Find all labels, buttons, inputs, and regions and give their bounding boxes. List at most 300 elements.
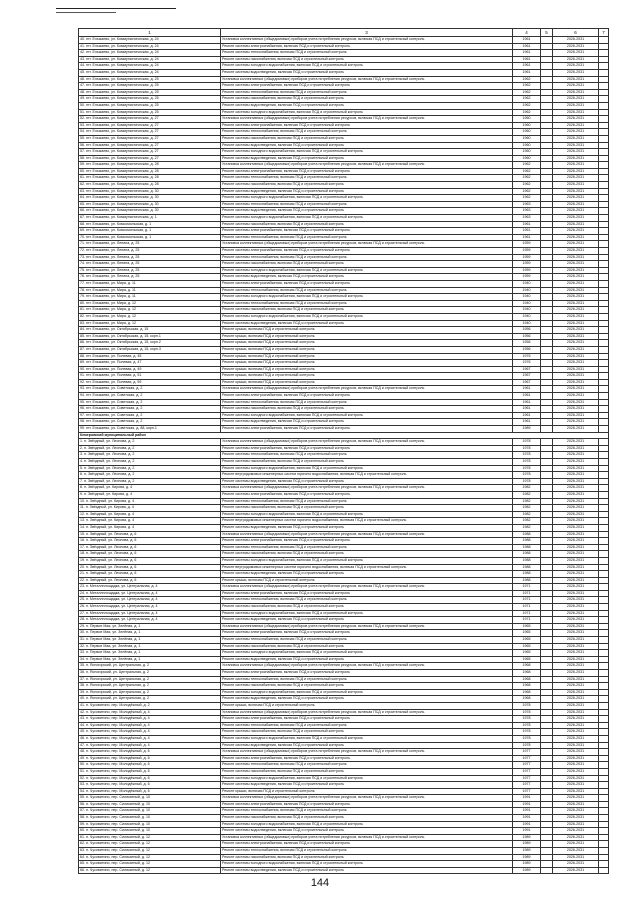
- empty-cell: [599, 795, 609, 802]
- table-row: [79, 228, 609, 235]
- table-row: [79, 650, 609, 657]
- address-cell: 27. п. Металлплощадка, ул. Центральная, д. 4: [79, 610, 221, 617]
- table-row: [79, 828, 609, 835]
- address-cell: 1. п. Звёздный, ул. Леонова, д. 2: [79, 439, 221, 446]
- empty-cell: [541, 848, 553, 855]
- table-row: [79, 643, 609, 650]
- table-row: [79, 564, 609, 571]
- year-cell: 1988: [513, 571, 541, 578]
- empty-cell: [599, 135, 609, 142]
- period-cell: 2026-2031: [553, 116, 599, 123]
- table-row: [79, 854, 609, 861]
- work-type-cell: Ремонт системы холодного водоснабжения, включая ПСД и строительный контроль: [221, 267, 513, 274]
- work-type-cell: Установка коллективных (общедомовых) приборов учета потребления ресурсов, включая ПСД и строительный контроль: [221, 162, 513, 169]
- empty-cell: [541, 742, 553, 749]
- year-cell: 1989: [513, 841, 541, 848]
- address-cell: 75. пгт. Елыкаево, ул. Ленина, д. 25: [79, 267, 221, 274]
- period-cell: 2026-2031: [553, 89, 599, 96]
- empty-cell: [599, 544, 609, 551]
- work-type-cell: Ремонт системы холодного водоснабжения, включая ПСД и строительный контроль: [221, 650, 513, 657]
- empty-cell: [541, 498, 553, 505]
- work-type-cell: Ремонт системы теплоснабжения, включая ПСД и строительный контроль: [221, 399, 513, 406]
- period-cell: 2026-2031: [553, 307, 599, 314]
- period-cell: 2026-2031: [553, 419, 599, 426]
- address-cell: 29. п. Первое Мая, ул. Зелёная, д. 1: [79, 623, 221, 630]
- table-row: [79, 221, 609, 228]
- year-cell: 1982: [513, 485, 541, 492]
- year-cell: 1968: [513, 683, 541, 690]
- table-row: [79, 69, 609, 76]
- year-cell: 1960: [513, 155, 541, 162]
- empty-cell: [599, 426, 609, 433]
- table-row: [79, 353, 609, 360]
- table-row: [79, 505, 609, 512]
- period-cell: 2026-2031: [553, 821, 599, 828]
- year-cell: 1977: [513, 762, 541, 769]
- address-cell: 56. п. Чусовитино, пер. Силикатный, д. 10: [79, 801, 221, 808]
- period-cell: 2026-2031: [553, 294, 599, 301]
- empty-cell: [541, 676, 553, 683]
- empty-cell: [599, 168, 609, 175]
- empty-cell: [599, 76, 609, 83]
- empty-cell: [599, 683, 609, 690]
- period-cell: 2026-2031: [553, 50, 599, 57]
- empty-cell: [599, 327, 609, 334]
- empty-cell: [541, 670, 553, 677]
- work-type-cell: Ремонт системы холодного водоснабжения, включая ПСД и строительный контроль: [221, 313, 513, 320]
- work-type-cell: Ремонт системы водоотведения, включая ПСД и строительный контроль: [221, 69, 513, 76]
- work-type-cell: Ремонт крыши, включая ПСД и строительный контроль: [221, 788, 513, 795]
- work-type-cell: Ремонт системы электроснабжения, включая ПСД и строительный контроль: [221, 538, 513, 545]
- address-cell: 59. пгт. Елыкаево, ул. Коммунистическая, д. 28: [79, 162, 221, 169]
- empty-cell: [599, 498, 609, 505]
- year-cell: 1956: [513, 333, 541, 340]
- work-type-cell: Ремонт системы теплоснабжения, включая ПСД и строительный контроль: [221, 722, 513, 729]
- table-row: [79, 261, 609, 268]
- empty-cell: [541, 96, 553, 103]
- year-cell: 1988: [513, 544, 541, 551]
- address-cell: 10. п. Звёздный, ул. Кирова, д. 4: [79, 498, 221, 505]
- address-cell: 58. пгт. Елыкаево, ул. Коммунистическая, д. 27: [79, 155, 221, 162]
- empty-cell: [541, 287, 553, 294]
- empty-cell: [599, 848, 609, 855]
- work-type-cell: Ремонт системы электроснабжения, включая ПСД и строительный контроль: [221, 43, 513, 50]
- year-cell: 1960: [513, 149, 541, 156]
- year-cell: 1982: [513, 505, 541, 512]
- empty-cell: [541, 821, 553, 828]
- table-row: [79, 656, 609, 663]
- year-cell: 1982: [513, 524, 541, 531]
- work-type-cell: Ремонт системы газоснабжения, включая ПСД и строительный контроль: [221, 406, 513, 413]
- table-row: [79, 109, 609, 116]
- empty-cell: [541, 808, 553, 815]
- empty-cell: [541, 722, 553, 729]
- work-type-cell: Установка коллективных (общедомовых) приборов учета потребления ресурсов, включая ПСД и строительный контроль: [221, 485, 513, 492]
- section-row: [79, 432, 609, 439]
- table-row: [79, 426, 609, 433]
- work-type-cell: Установка коллективных (общедомовых) приборов учета потребления ресурсов, включая ПСД и строительный контроль: [221, 37, 513, 44]
- work-type-cell: Ремонт системы холодного водоснабжения, включая ПСД и строительный контроль: [221, 465, 513, 472]
- address-cell: 56. пгт. Елыкаево, ул. Коммунистическая, д. 27: [79, 142, 221, 149]
- table-row: [79, 749, 609, 756]
- empty-cell: [541, 452, 553, 459]
- year-cell: 1982: [513, 498, 541, 505]
- empty-cell: [599, 729, 609, 736]
- empty-cell: [599, 485, 609, 492]
- period-cell: 2026-2031: [553, 782, 599, 789]
- empty-cell: [599, 373, 609, 380]
- year-cell: 1991: [513, 801, 541, 808]
- table-row: [79, 280, 609, 287]
- table-row: [79, 116, 609, 123]
- period-cell: 2026-2031: [553, 201, 599, 208]
- year-cell: 1960: [513, 135, 541, 142]
- year-cell: 1962: [513, 195, 541, 202]
- empty-cell: [599, 564, 609, 571]
- empty-cell: [599, 623, 609, 630]
- address-cell: 36. п. Ясногорский, ул. Центральная, д. 2: [79, 670, 221, 677]
- work-type-cell: Ремонт внутридомовых инженерных систем горячего водоснабжения, включая ПСД и строительный контроль: [221, 518, 513, 525]
- work-type-cell: Ремонт системы электроснабжения, включая ПСД и строительный контроль: [221, 228, 513, 235]
- period-cell: 2026-2031: [553, 808, 599, 815]
- period-cell: 2026-2031: [553, 135, 599, 142]
- table-row: [79, 201, 609, 208]
- empty-cell: [541, 491, 553, 498]
- work-type-cell: Ремонт системы газоснабжения, включая ПСД и строительный контроль: [221, 56, 513, 63]
- period-cell: 2026-2031: [553, 775, 599, 782]
- year-cell: 1991: [513, 808, 541, 815]
- period-cell: 2026-2031: [553, 841, 599, 848]
- address-cell: 40. п. Ясногорский, ул. Центральная, д. 2: [79, 696, 221, 703]
- period-cell: 2026-2031: [553, 716, 599, 723]
- table-row: [79, 491, 609, 498]
- year-cell: 1967: [513, 373, 541, 380]
- period-cell: 2026-2031: [553, 861, 599, 868]
- work-type-cell: Ремонт системы водоотведения, включая ПСД и строительный контроль: [221, 188, 513, 195]
- empty-cell: [541, 234, 553, 241]
- table-row: [79, 861, 609, 868]
- table-row: [79, 340, 609, 347]
- empty-cell: [541, 201, 553, 208]
- table-row: [79, 76, 609, 83]
- work-type-cell: Ремонт системы водоотведения, включая ПСД и строительный контроль: [221, 478, 513, 485]
- empty-cell: [541, 419, 553, 426]
- address-cell: 12. п. Звёздный, ул. Кирова, д. 4: [79, 511, 221, 518]
- empty-cell: [541, 775, 553, 782]
- empty-cell: [599, 709, 609, 716]
- table-row: [79, 452, 609, 459]
- work-type-cell: Ремонт системы электроснабжения, включая ПСД и строительный контроль: [221, 393, 513, 400]
- empty-cell: [599, 722, 609, 729]
- table-row: [79, 333, 609, 340]
- work-type-cell: Ремонт системы газоснабжения, включая ПСД и строительный контроль: [221, 854, 513, 861]
- work-type-cell: Ремонт системы электроснабжения, включая ПСД и строительный контроль: [221, 755, 513, 762]
- year-cell: 1960: [513, 129, 541, 136]
- table-row: [79, 465, 609, 472]
- empty-cell: [599, 149, 609, 156]
- header-rule: [56, 8, 176, 9]
- year-cell: 1959: [513, 261, 541, 268]
- empty-cell: [599, 63, 609, 70]
- period-cell: 2026-2031: [553, 617, 599, 624]
- empty-cell: [541, 274, 553, 281]
- address-cell: 70. пгт. Елыкаево, ул. Комсомольская, д. 1: [79, 234, 221, 241]
- work-type-cell: Ремонт системы теплоснабжения, включая ПСД и строительный контроль: [221, 808, 513, 815]
- empty-cell: [599, 234, 609, 241]
- address-cell: 41. пгт. Елыкаево, ул. Коммунистическая, д. 24: [79, 43, 221, 50]
- period-cell: 2026-2031: [553, 696, 599, 703]
- address-cell: 88. пгт. Елыкаево, ул. Полевая, д. 45: [79, 353, 221, 360]
- address-cell: 7. п. Звёздный, ул. Леонова, д. 2: [79, 478, 221, 485]
- empty-cell: [541, 749, 553, 756]
- work-type-cell: Ремонт крыши, включая ПСД и строительный контроль: [221, 346, 513, 353]
- period-cell: 2026-2031: [553, 360, 599, 367]
- period-cell: 2026-2031: [553, 505, 599, 512]
- period-cell: 2026-2031: [553, 162, 599, 169]
- year-cell: 1967: [513, 366, 541, 373]
- empty-cell: [599, 637, 609, 644]
- year-cell: 1965: [513, 656, 541, 663]
- year-cell: 1976: [513, 353, 541, 360]
- address-cell: 47. пгт. Елыкаево, ул. Коммунистическая, д. 25: [79, 83, 221, 90]
- period-cell: 2026-2031: [553, 155, 599, 162]
- period-cell: 2026-2031: [553, 643, 599, 650]
- period-cell: 2026-2031: [553, 320, 599, 327]
- table-row: [79, 768, 609, 775]
- address-cell: 87. пгт. Елыкаево, ул. Октябрьская, д. 15, корп.3: [79, 346, 221, 353]
- address-cell: 42. пгт. Елыкаево, ул. Коммунистическая, д. 24: [79, 50, 221, 57]
- work-type-cell: Установка коллективных (общедомовых) приборов учета потребления ресурсов, включая ПСД и строительный контроль: [221, 749, 513, 756]
- empty-cell: [599, 50, 609, 57]
- address-cell: 46. пгт. Елыкаево, ул. Коммунистическая, д. 25: [79, 76, 221, 83]
- table-row: [79, 135, 609, 142]
- empty-cell: [541, 109, 553, 116]
- year-cell: 1963: [513, 208, 541, 215]
- work-type-cell: Ремонт системы электроснабжения, включая ПСД и строительный контроль: [221, 83, 513, 90]
- address-cell: 17. п. Звёздный, ул. Леонова, д. 6: [79, 544, 221, 551]
- year-cell: 1962: [513, 175, 541, 182]
- table-row: [79, 472, 609, 479]
- work-type-cell: Ремонт системы холодного водоснабжения, включая ПСД и строительный контроль: [221, 821, 513, 828]
- table-row: [79, 83, 609, 90]
- empty-cell: [599, 716, 609, 723]
- year-cell: 1959: [513, 254, 541, 261]
- empty-cell: [541, 142, 553, 149]
- empty-cell: [541, 841, 553, 848]
- period-cell: 2026-2031: [553, 722, 599, 729]
- empty-cell: [541, 867, 553, 874]
- address-cell: 32. п. Первое Мая, ул. Зелёная, д. 1: [79, 643, 221, 650]
- empty-cell: [541, 386, 553, 393]
- empty-cell: [541, 280, 553, 287]
- empty-cell: [599, 102, 609, 109]
- address-cell: 34. п. Первое Мая, ул. Зелёная, д. 1: [79, 656, 221, 663]
- year-cell: 1968: [513, 676, 541, 683]
- table-row: [79, 775, 609, 782]
- year-cell: 1963: [513, 201, 541, 208]
- period-cell: 2026-2031: [553, 867, 599, 874]
- empty-cell: [541, 313, 553, 320]
- period-cell: 2026-2031: [553, 637, 599, 644]
- table-row: [79, 287, 609, 294]
- empty-cell: [541, 551, 553, 558]
- table-row: [79, 188, 609, 195]
- period-cell: 2026-2031: [553, 182, 599, 189]
- empty-cell: [599, 663, 609, 670]
- year-cell: 1962: [513, 76, 541, 83]
- page-number: 144: [310, 877, 330, 889]
- year-cell: 1968: [513, 696, 541, 703]
- work-type-cell: Установка коллективных (общедомовых) приборов учета потребления ресурсов, включая ПСД и строительный контроль: [221, 76, 513, 83]
- period-cell: 2026-2031: [553, 755, 599, 762]
- empty-cell: [599, 307, 609, 314]
- work-type-cell: Ремонт системы холодного водоснабжения, включая ПСД и строительный контроль: [221, 511, 513, 518]
- empty-cell: [541, 102, 553, 109]
- period-cell: 2026-2031: [553, 452, 599, 459]
- year-cell: 1961: [513, 50, 541, 57]
- table-row: [79, 129, 609, 136]
- work-type-cell: Ремонт системы холодного водоснабжения, включая ПСД и строительный контроль: [221, 689, 513, 696]
- empty-cell: [541, 221, 553, 228]
- year-cell: 1977: [513, 768, 541, 775]
- period-cell: 2026-2031: [553, 702, 599, 709]
- address-cell: 22. п. Звёздный, ул. Леонова, д. 6: [79, 577, 221, 584]
- address-cell: 23. п. Металлплощадка, ул. Центральная, д. 4: [79, 584, 221, 591]
- table-row: [79, 735, 609, 742]
- year-cell: 1961: [513, 393, 541, 400]
- period-cell: 2026-2031: [553, 234, 599, 241]
- period-cell: 2026-2031: [553, 261, 599, 268]
- year-cell: 1978: [513, 735, 541, 742]
- work-type-cell: Ремонт системы теплоснабжения, включая ПСД и строительный контроль: [221, 676, 513, 683]
- period-cell: 2026-2031: [553, 313, 599, 320]
- year-cell: 1961: [513, 399, 541, 406]
- period-cell: 2026-2031: [553, 248, 599, 255]
- address-cell: 77. пгт. Елыкаево, ул. Мира, д. 11: [79, 280, 221, 287]
- empty-cell: [541, 254, 553, 261]
- empty-cell: [541, 768, 553, 775]
- col-header-5: 5: [541, 29, 553, 37]
- work-type-cell: Ремонт системы теплоснабжения, включая ПСД и строительный контроль: [221, 544, 513, 551]
- empty-cell: [541, 755, 553, 762]
- address-cell: 81. пгт. Елыкаево, ул. Мира, д. 12: [79, 307, 221, 314]
- empty-cell: [599, 439, 609, 446]
- address-cell: 46. п. Чусовитино, пер. Молодёжный, д. 4: [79, 735, 221, 742]
- empty-cell: [541, 472, 553, 479]
- period-cell: 2026-2031: [553, 254, 599, 261]
- empty-cell: [541, 300, 553, 307]
- table-row: [79, 511, 609, 518]
- year-cell: 1962: [513, 182, 541, 189]
- empty-cell: [599, 834, 609, 841]
- period-cell: 2026-2031: [553, 551, 599, 558]
- work-type-cell: Ремонт системы газоснабжения, включая ПСД и строительный контроль: [221, 643, 513, 650]
- empty-cell: [599, 867, 609, 874]
- period-cell: 2026-2031: [553, 689, 599, 696]
- empty-cell: [541, 557, 553, 564]
- empty-cell: [599, 531, 609, 538]
- address-cell: 64. п. Чусовитино, пер. Силикатный, д. 12: [79, 854, 221, 861]
- year-cell: 1977: [513, 782, 541, 789]
- work-type-cell: Ремонт системы холодного водоснабжения, включая ПСД и строительный контроль: [221, 215, 513, 222]
- address-cell: 79. пгт. Елыкаево, ул. Мира, д. 11: [79, 294, 221, 301]
- empty-cell: [541, 360, 553, 367]
- period-cell: 2026-2031: [553, 465, 599, 472]
- period-cell: 2026-2031: [553, 729, 599, 736]
- empty-cell: [541, 828, 553, 835]
- period-cell: 2026-2031: [553, 426, 599, 433]
- table-row: [79, 571, 609, 578]
- year-cell: 1962: [513, 102, 541, 109]
- empty-cell: [599, 274, 609, 281]
- empty-cell: [599, 313, 609, 320]
- empty-cell: [599, 340, 609, 347]
- address-cell: 60. п. Чусовитино, пер. Силикатный, д. 10: [79, 828, 221, 835]
- table-row: [79, 762, 609, 769]
- year-cell: 1940: [513, 287, 541, 294]
- address-cell: 48. п. Чусовитино, пер. Молодёжный, д. 6: [79, 749, 221, 756]
- empty-cell: [541, 155, 553, 162]
- address-cell: 96. пгт. Елыкаево, ул. Советская, д. 2: [79, 406, 221, 413]
- table-row: [79, 379, 609, 386]
- year-cell: 1971: [513, 617, 541, 624]
- table-row: [79, 234, 609, 241]
- empty-cell: [541, 267, 553, 274]
- address-cell: 54. п. Чусовитино, пер. Молодёжный, д. 6: [79, 788, 221, 795]
- period-cell: 2026-2031: [553, 478, 599, 485]
- work-type-cell: Ремонт системы электроснабжения, включая ПСД и строительный контроль: [221, 445, 513, 452]
- year-cell: 1959: [513, 248, 541, 255]
- address-cell: 99. пгт. Елыкаево, ул. Советская, д. 88, корп.1: [79, 426, 221, 433]
- empty-cell: [599, 511, 609, 518]
- empty-cell: [541, 439, 553, 446]
- work-type-cell: Ремонт системы водоотведения, включая ПСД и строительный контроль: [221, 782, 513, 789]
- period-cell: 2026-2031: [553, 76, 599, 83]
- empty-cell: [541, 531, 553, 538]
- empty-cell: [599, 406, 609, 413]
- empty-cell: [541, 663, 553, 670]
- empty-cell: [599, 755, 609, 762]
- empty-cell: [541, 182, 553, 189]
- address-cell: 83. пгт. Елыкаево, ул. Мира, д. 12: [79, 320, 221, 327]
- empty-cell: [599, 43, 609, 50]
- year-cell: 1960: [513, 116, 541, 123]
- table-body-elykaevo: [79, 37, 609, 433]
- empty-cell: [541, 815, 553, 822]
- empty-cell: [599, 735, 609, 742]
- empty-cell: [541, 610, 553, 617]
- address-cell: 65. п. Чусовитино, пер. Силикатный, д. 12: [79, 861, 221, 868]
- period-cell: 2026-2031: [553, 828, 599, 835]
- year-cell: 1962: [513, 188, 541, 195]
- empty-cell: [541, 577, 553, 584]
- year-cell: 1978: [513, 452, 541, 459]
- address-cell: 82. пгт. Елыкаево, ул. Мира, д. 12: [79, 313, 221, 320]
- work-type-cell: Ремонт системы электроснабжения, включая ПСД и строительный контроль: [221, 590, 513, 597]
- period-cell: 2026-2031: [553, 577, 599, 584]
- period-cell: 2026-2031: [553, 215, 599, 222]
- address-cell: 49. п. Чусовитино, пер. Молодёжный, д. 6: [79, 755, 221, 762]
- work-type-cell: Ремонт системы электроснабжения, включая ПСД и строительный контроль: [221, 426, 513, 433]
- empty-cell: [599, 182, 609, 189]
- year-cell: 1982: [513, 518, 541, 525]
- year-cell: 1978: [513, 445, 541, 452]
- period-cell: 2026-2031: [553, 267, 599, 274]
- empty-cell: [599, 195, 609, 202]
- work-type-cell: Ремонт крыши, включая ПСД и строительный контроль: [221, 360, 513, 367]
- empty-cell: [541, 637, 553, 644]
- table-row: [79, 43, 609, 50]
